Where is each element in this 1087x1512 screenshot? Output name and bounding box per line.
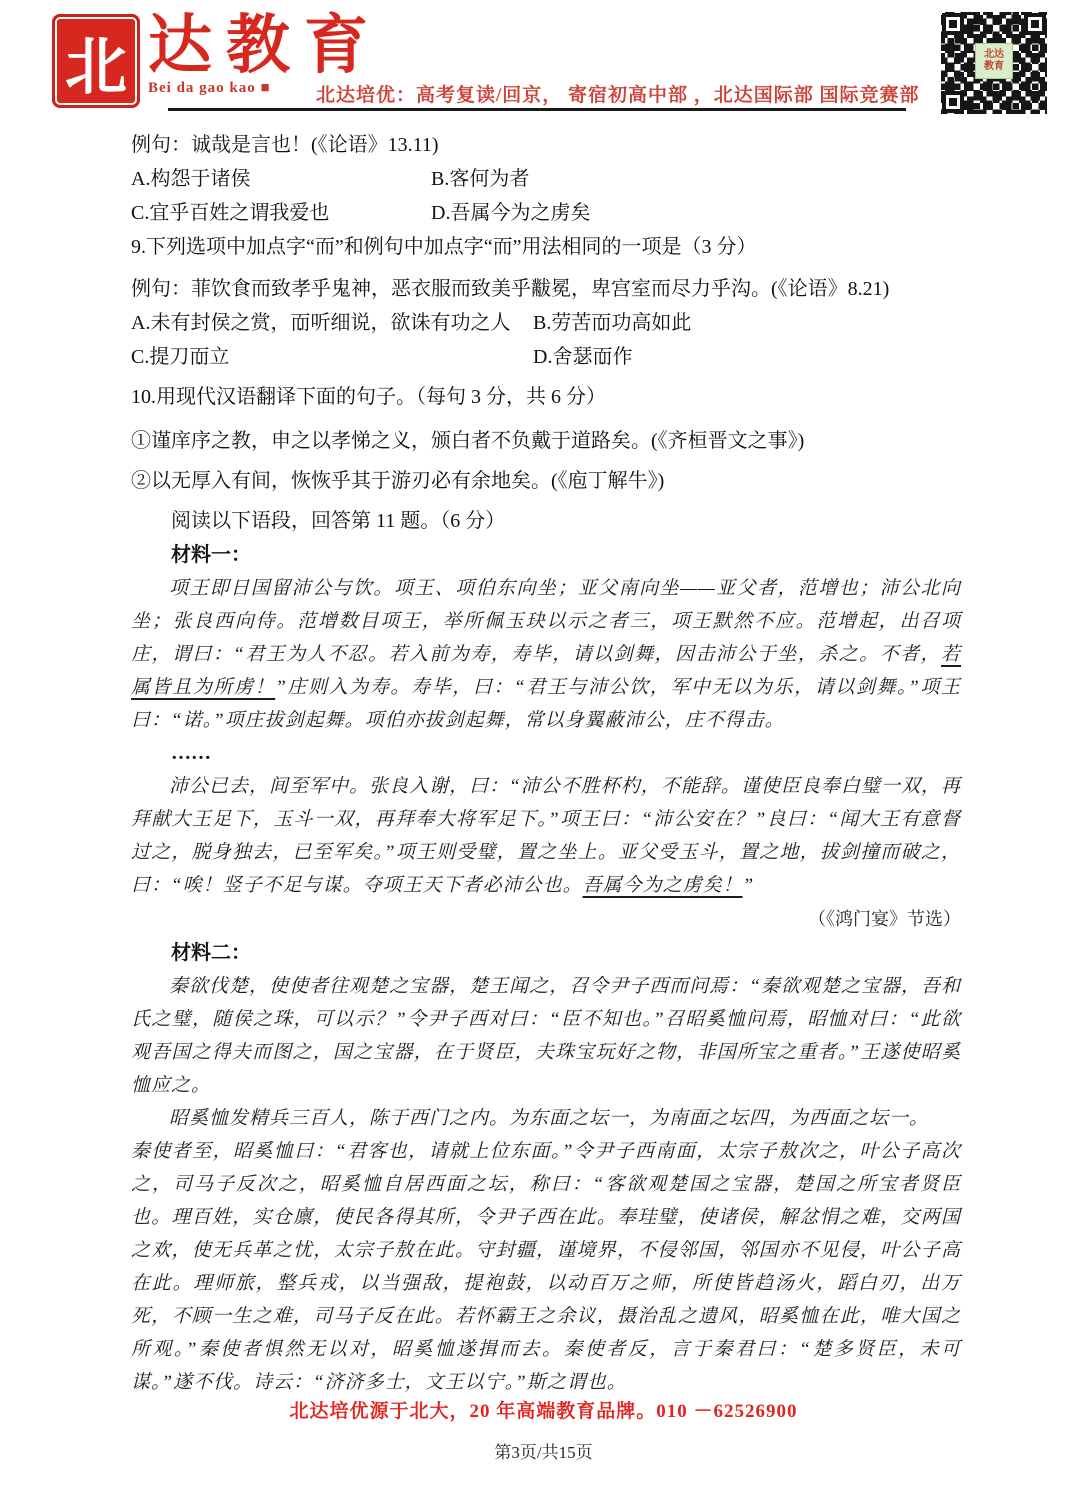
q9-options-row-2: [131, 340, 961, 374]
underlined-phrase: 吾属今为之虏矣！: [582, 875, 743, 896]
header-divider: [168, 108, 906, 111]
material-1-ellipsis: ……: [171, 742, 211, 764]
underlined-phrase: 若属皆且为所虏！: [131, 644, 961, 698]
material-1-paragraph-2: 沛公已去，间至军中。张良入谢，曰：“沛公不胜杯杓，不能辞。谨使臣良奉白璧一双，再拜献大王足下，玉斗一双，再拜奉大将军足下。”项王曰：“沛公安在？”良曰：“闻大王有意督过之，脱身独去，已至军矣。”项王则受璧，置之坐上。亚父受玉斗，置之地，拔剑撞而破之，曰：“唉！竖子不足与谋。夺项王天下者必沛公也。吾属今为之虏矣！”: [131, 776, 961, 896]
emphasized-char: 而 •: [591, 306, 611, 340]
q10-sentence-1: ①谨庠序之教，申之以孝悌之义，颁白者不负戴于道路矣。(《齐桓晋文之事》): [131, 430, 805, 452]
emphasized-char: 而 •: [290, 306, 310, 340]
material-2-paragraph-2: 昭奚恤发精兵三百人，陈于西门之内。为东面之坛一，为南面之坛四，为西面之坛一。: [169, 1108, 930, 1129]
q9-option-c: C.提刀而 •立: [131, 340, 533, 374]
q8-option-b: B.客何为者: [431, 168, 530, 190]
q9-options-row-1: [131, 306, 961, 340]
qr-code-icon: [941, 12, 1047, 114]
q8-option-c: C.宜乎百姓之谓我爱也: [131, 202, 330, 224]
q10-sentence-2: ②以无厚入有间，恢恢乎其于游刃必有余地矣。(《庖丁解牛》): [131, 470, 665, 492]
q9-option-a: A.未有封侯之赏，而 •听细说，欲诛有功之人: [131, 306, 533, 340]
brand-subtitle: Bei da gao kao ■: [148, 80, 271, 96]
material-1-paragraph-1: 项王即日国留沛公与饮。项王、项伯东向坐；亚父南向坐——亚父者，范增也；沛公北向坐；张良西向侍。范增数目项王，举所佩玉玦以示之者三，项王默然不应。范增起，出召项庄，谓曰：“君王为人不忍。若入前为寿，寿毕，请以剑舞，因击沛公于坐，杀之。不者，若属皆且为所虏！”庄则入为寿。寿毕，曰：“君王与沛公饮，军中无以为乐，请以剑舞。”项王曰：“诺。”项庄拔剑起舞。项伯亦拔剑起舞，常以身翼蔽沛公，庄不得击。: [131, 578, 961, 731]
q9-stem: 9.下列选项中加点字“而”和例句中加点字“而”用法相同的一项是（3 分）: [131, 236, 757, 258]
material-2-paragraph-3: 秦使者至，昭奚恤曰：“君客也，请就上位东面。”令尹子西南面，太宗子敖次之，叶公子高次之，司马子反次之，昭奚恤自居西面之坛，称曰：“客欲观楚国之宝器，楚国之所宝者贤臣也。理百姓，实仓廪，使民各得其所，令尹子西在此。奉珪璧，使诸侯，解忿悁之难，交两国之欢，使无兵革之忧，太宗子敖在此。守封疆，谨境界，不侵邻国，邻国亦不见侵，叶公子高在此。理师旅，整兵戎，以当强敌，提袍鼓，以动百万之师，所使皆趋汤火，蹈白刃，出万死，不顾一生之难，司马子反在此。若怀霸王之余议，摄治乱之遗风，昭奚恤在此，唯大国之所观。”秦使者惧然无以对，昭奚恤遂揖而去。秦使者反，言于秦君曰：“楚多贤臣，未可谋。”遂不伐。诗云：“济济多士，文王以宁。”斯之谓也。: [131, 1141, 961, 1393]
material-1-heading: 材料一：: [171, 544, 251, 566]
q8-options-row-1: [131, 162, 961, 196]
page-indicator: 第3页/共15页: [494, 1443, 593, 1462]
q10-stem: 10.用现代汉语翻译下面的句子。（每句 3 分，共 6 分）: [131, 386, 606, 408]
brand-seal-icon: 北: [52, 14, 140, 108]
header-slogan: 北达培优：高考复读/回京， 寄宿初高中部 ，北达国际部 国际竞赛部: [316, 85, 920, 106]
q8-option-a: A.构怨于诸侯: [131, 168, 251, 190]
qr-label-line2: 教育: [984, 60, 1004, 72]
emphasized-char: 而 •: [592, 340, 612, 374]
qr-finder-top-left: [942, 13, 964, 35]
q8-options-row-2: [131, 196, 961, 230]
q9-option-b: B.劳苦而 •功高如此: [533, 306, 691, 340]
exam-body: [131, 128, 961, 1399]
material-1-attribution: （《鸿门宴》节选）: [808, 909, 961, 929]
q8-example: 例句：诚哉是言也！(《论语》13.11): [131, 134, 439, 156]
footer-brand-line: 北达培优源于北大，20 年高端教育品牌。010 －62526900: [289, 1401, 798, 1422]
qr-finder-top-right: [1024, 13, 1046, 35]
emphasized-char: 而 •: [189, 340, 209, 374]
qr-center-label: [975, 43, 1013, 79]
brand-wordmark: 达教育: [148, 10, 382, 81]
material-2-paragraph-1: 秦欲伐楚，使使者往观楚之宝器，楚王闻之，召令尹子西而问焉：“秦欲观楚之宝器，吾和氏之璧，随侯之珠，可以示？”令尹子西对曰：“臣不知也。”召昭奚恤问焉，昭恤对曰：“此欲观吾国之得夫而图之，国之宝器，在于贤臣，夫珠宝玩好之物，非国所宝之重者。”王遂使昭奚恤应之。: [131, 976, 961, 1096]
q9-option-d: D.舍瑟而 •作: [533, 340, 632, 374]
qr-finder-bottom-left: [942, 91, 964, 113]
qr-label-line1: 北达: [984, 48, 1004, 60]
q9-example: 例句：菲饮食而致孝乎鬼神，恶衣服而致美乎黻冕，卑宫室而尽力乎沟。(《论语》8.21): [131, 278, 890, 300]
q8-option-d: D.吾属今为之虏矣: [431, 202, 591, 224]
reading-instruction: 阅读以下语段，回答第 11 题。（6 分）: [171, 510, 506, 532]
material-2-heading: 材料二：: [171, 942, 251, 964]
